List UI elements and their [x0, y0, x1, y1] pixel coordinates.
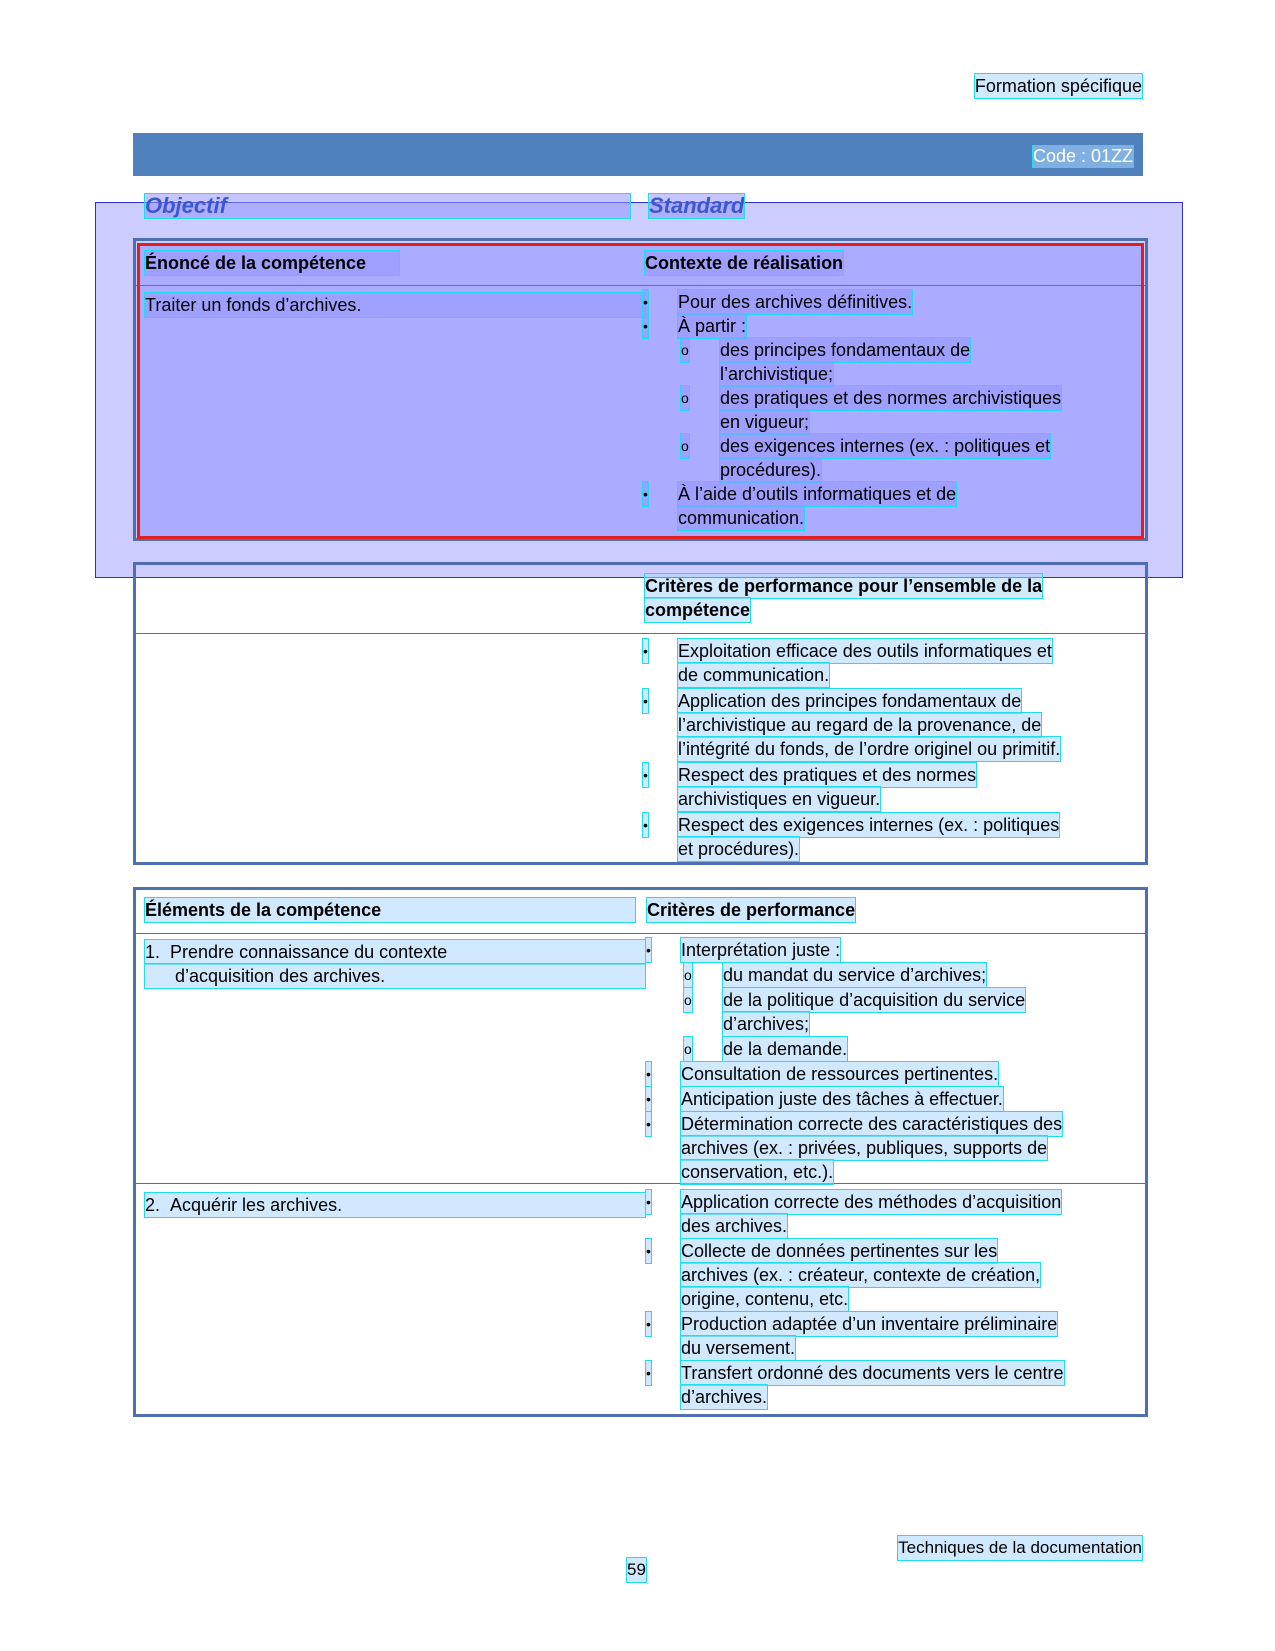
list-item-line: origine, contenu, etc.: [681, 1289, 849, 1309]
sub-bullet-icon: o: [684, 988, 692, 1012]
list-item-line: de communication.: [678, 665, 830, 685]
running-header: Formation spécifique: [974, 76, 1142, 96]
list-item-line: des principes fondamentaux de: [720, 340, 971, 360]
sub-bullet-icon: o: [684, 963, 692, 987]
page-number: 59: [627, 1558, 646, 1582]
list-item-line: l’archivistique;: [720, 364, 834, 384]
list-item-line: communication.: [678, 508, 805, 528]
sub-bullet-icon: o: [681, 386, 689, 410]
element-2-number: 2.: [145, 1195, 161, 1215]
bullet-icon: •: [646, 1087, 651, 1111]
criteria-header: Critères de performance: [647, 900, 856, 920]
sub-bullet-icon: o: [681, 338, 689, 362]
bullet-icon: •: [646, 1190, 651, 1214]
bullet-icon: •: [643, 290, 648, 314]
statement-text: Traiter un fonds d’archives.: [145, 293, 645, 317]
list-item-line: À l’aide d’outils informatiques et de: [678, 484, 957, 504]
element-1-line2: d’acquisition des archives.: [145, 964, 645, 988]
bullet-icon: •: [646, 1312, 651, 1336]
list-item-line: l’archivistique au regard de la provenance, de: [678, 715, 1042, 735]
list-item-line: Anticipation juste des tâches à effectuer.: [681, 1089, 1003, 1109]
element-1-number: 1.: [145, 942, 161, 962]
bullet-icon: •: [646, 938, 651, 962]
element-2-text: Acquérir les archives.: [170, 1195, 343, 1215]
list-item-line: archives (ex. : créateur, contexte de création,: [681, 1265, 1041, 1285]
list-item-line: À partir :: [678, 316, 747, 336]
list-item-line: du mandat du service d’archives;: [723, 965, 987, 985]
footer-program: Techniques de la documentation: [898, 1536, 1142, 1560]
objectif-label: Objectif: [145, 194, 630, 218]
list-item-line: Application correcte des méthodes d’acquisition: [681, 1192, 1062, 1212]
list-item-line: des exigences internes (ex. : politiques et: [720, 436, 1051, 456]
list-item-line: Consultation de ressources pertinentes.: [681, 1064, 999, 1084]
list-item-line: Collecte de données pertinentes sur les: [681, 1241, 998, 1261]
standard-label: Standard: [649, 193, 745, 218]
list-item-line: de la politique d’acquisition du service: [723, 990, 1026, 1010]
list-item-line: Transfert ordonné des documents vers le centre: [681, 1363, 1064, 1383]
sub-bullet-icon: o: [681, 434, 689, 458]
list-item-line: archives (ex. : privées, publiques, supports de: [681, 1138, 1048, 1158]
bullet-icon: •: [646, 1112, 651, 1136]
list-item-line: Interprétation juste :: [681, 940, 841, 960]
list-item-line: Respect des exigences internes (ex. : politiques: [678, 815, 1060, 835]
list-item-line: du versement.: [681, 1338, 796, 1358]
list-item-line: Production adaptée d’un inventaire préliminaire: [681, 1314, 1058, 1334]
list-item-line: conservation, etc.).: [681, 1162, 834, 1182]
bullet-icon: •: [646, 1361, 651, 1385]
list-item-line: Pour des archives définitives.: [678, 292, 913, 312]
statement-header: Énoncé de la compétence: [145, 251, 399, 275]
element-1-line1: [145, 940, 645, 964]
bullet-icon: •: [643, 314, 648, 338]
list-item-line: des pratiques et des normes archivistiques: [720, 388, 1062, 408]
bullet-icon: •: [643, 482, 648, 506]
list-item-line: et procédures).: [678, 839, 800, 859]
overall-criteria-header-line1: Critères de performance pour l’ensemble de la: [645, 576, 1043, 596]
bullet-icon: •: [646, 1062, 651, 1086]
list-item-line: archivistiques en vigueur.: [678, 789, 881, 809]
list-item-line: Application des principes fondamentaux de: [678, 691, 1022, 711]
sub-bullet-icon: o: [684, 1037, 692, 1061]
list-item-line: de la demande.: [723, 1039, 848, 1059]
list-item-line: d’archives;: [723, 1014, 810, 1034]
context-header: Contexte de réalisation: [645, 253, 844, 273]
list-item-line: des archives.: [681, 1216, 788, 1236]
list-item-line: d’archives.: [681, 1387, 768, 1407]
list-item-line: Détermination correcte des caractéristiques des: [681, 1114, 1063, 1134]
code-banner: [133, 133, 1143, 176]
overall-criteria-header-line2: compétence: [645, 600, 751, 620]
bullet-icon: •: [643, 813, 648, 837]
bullet-icon: •: [643, 689, 648, 713]
list-item-line: procédures).: [720, 460, 822, 480]
list-item-line: en vigueur;: [720, 412, 810, 432]
element-2-line1: [145, 1193, 645, 1217]
element-1-text: Prendre connaissance du contexte: [170, 942, 448, 962]
bullet-icon: •: [643, 639, 648, 663]
competency-code: Code : 01ZZ: [1032, 146, 1133, 166]
list-item-line: l’intégrité du fonds, de l’ordre originel ou primitif.: [678, 739, 1061, 759]
bullet-icon: •: [643, 763, 648, 787]
bullet-icon: •: [646, 1239, 651, 1263]
list-item-line: Exploitation efficace des outils informatiques et: [678, 641, 1052, 661]
elements-header: Éléments de la compétence: [145, 898, 635, 922]
list-item-line: Respect des pratiques et des normes: [678, 765, 977, 785]
